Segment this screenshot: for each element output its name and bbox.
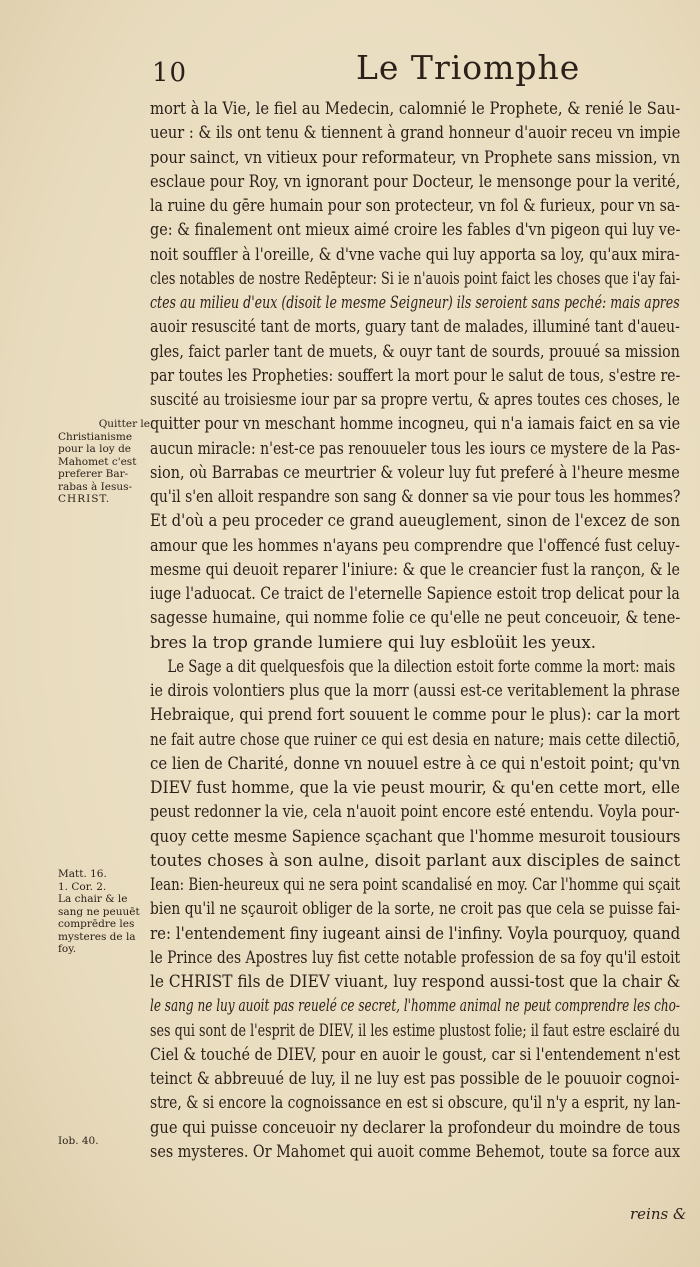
margin-note-christianisme: [58, 418, 150, 506]
margin-note-line: mysteres de la: [58, 930, 136, 943]
text-line: gue qui puisse conceuoir ny declarer la profondeur du moindre de tous: [150, 1117, 681, 1137]
text-line: ses mysteres. Or Mahomet qui auoit comme Behemot, toute sa force aux: [150, 1141, 681, 1161]
text-line: toutes choses à son aulne, disoit parlant aux disciples de sainct: [150, 850, 681, 870]
text-line: suscité au troisiesme iour par sa propre vertu, & apres toutes ces choses, le: [150, 390, 680, 409]
text-line: Iean: Bien-heureux qui ne sera point scandalisé en moy. Car l'homme qui sçait: [150, 875, 681, 894]
margin-note-line: sang ne peuuēt: [58, 905, 140, 918]
margin-note-line: preferer Bar-: [58, 468, 129, 480]
text-line: iuge l'aduocat. Ce traict de l'eternelle Sapience estoit trop delicat pour la: [150, 584, 680, 603]
margin-note-matthew: [58, 868, 150, 956]
text-line: peust redonner la vie, cela n'auoit point encore esté entendu. Voyla pour-: [150, 802, 680, 822]
text-line: ne fait autre chose que ruiner ce qui est desia en nature; mais cette dilectiō,: [150, 729, 681, 749]
text-line: amour que les hommes n'ayans peu comprendre que l'offencé fust celuy-: [150, 535, 680, 555]
margin-note-job: [58, 1135, 150, 1148]
text-line: qu'il s'en alloit respandre son sang & donner sa vie pour tous les hommes?: [150, 487, 681, 506]
text-line: stre, & si encore la cognoissance en est si obscure, qu'il n'y a esprit, ny lan-: [150, 1093, 681, 1113]
text-line: auoir resuscité tant de morts, guary tant de malades, illuminé tant d'aueu-: [150, 317, 680, 337]
text-line: le Prince des Apostres luy fist cette notable profession de sa foy qu'il estoit: [150, 947, 681, 967]
text-line: bien qu'il ne sçauroit obliger de la sorte, ne croit pas que cela se puisse fai-: [150, 899, 681, 919]
running-head: Le Triomphe: [356, 48, 581, 87]
main-text-block: [150, 97, 680, 1164]
text-line: mort à la Vie, le fiel au Medecin, calomnié le Prophete, & renié le Sau-: [150, 99, 681, 118]
text-line: teinct & abbreuué de luy, il ne luy est pas possible de le pouuoir cognoi-: [150, 1069, 680, 1088]
text-line: quoy cette mesme Sapience sçachant que l'homme mesuroit tousiours: [150, 826, 681, 846]
margin-note-line: 1. Cor. 2.: [58, 880, 107, 893]
text-line: ce lien de Charité, donne vn nouuel estre à ce qui n'estoit point; qu'vn: [150, 753, 680, 773]
text-line: ge: & finalement ont mieux aimé croire les fables d'vn pigeon qui luy ve-: [150, 220, 681, 240]
text-line: Ciel & touché de DIEV, pour en auoir le goust, car si l'entendement n'est: [150, 1044, 680, 1064]
margin-note-line: rabas à Iesus-: [58, 480, 133, 493]
text-line: par toutes les Propheties: souffert la mort pour le salut de tous, s'estre re-: [150, 365, 681, 385]
text-line: ses qui sont de l'esprit de DIEV, il les estime plustost folie; il faut estre esclairé du: [150, 1020, 680, 1040]
margin-note-line: Iob. 40.: [58, 1135, 99, 1147]
text-line: esclaue pour Roy, vn ignorant pour Docteur, le mensonge pour la verité,: [150, 171, 681, 191]
text-line: le sang ne luy auoit pas reuelé ce secret, l'homme animal ne peut comprendre les cho-: [150, 996, 680, 1016]
text-line: le CHRIST fils de DIEV viuant, luy respond aussi-tost que la chair &: [150, 972, 681, 991]
text-line: Et d'où a peu proceder ce grand aueuglement, sinon de l'excez de son: [150, 511, 681, 531]
text-line: DIEV fust homme, que la vie peust mourir, & qu'en cette mort, elle: [150, 778, 680, 797]
text-line: re: l'entendement finy iugeant ainsi de l'infiny. Voyla pourquoy, quand: [150, 923, 681, 943]
margin-note-line: Quitter le: [98, 418, 150, 430]
text-line: gles, faict parler tant de muets, & ouyr tant de sourds, prouué sa mission: [150, 341, 680, 361]
text-line: bres la trop grande lumiere qui luy esbloüit les yeux.: [150, 632, 597, 652]
margin-note-line: pour la loy de: [58, 443, 132, 455]
text-line: noit souffler à l'oreille, & d'vne vache qui luy apporta sa loy, qu'aux mira-: [150, 244, 680, 264]
text-line: cles notables de nostre Redēpteur: Si ie n'auois point faict les choses que i'ay fai-: [150, 268, 681, 288]
margin-note-line: Mahomet c'est: [58, 455, 137, 468]
margin-note-line: Christianisme: [58, 430, 133, 443]
catchword: reins &: [630, 1205, 687, 1223]
text-line: sagesse humaine, qui nomme folie ce qu'elle ne peut conceuoir, & tene-: [150, 608, 681, 628]
text-line: la ruine du gēre humain pour son protecteur, vn fol & furieux, pour vn sa-: [150, 196, 681, 215]
text-line: mesme qui deuoit reparer l'iniure: & que le creancier fust la rançon, & le: [150, 559, 680, 579]
page-number: 10: [152, 58, 188, 88]
margin-note-line: Matt. 16.: [58, 868, 107, 880]
text-line: aucun miracle: n'est-ce pas renouueler tous les iours ce mystere de la Pas-: [150, 438, 681, 458]
text-line: ie dirois volontiers plus que la morr (aussi est-ce veritablement la phrase: [150, 681, 680, 700]
margin-note-line: comprēdre les: [58, 918, 135, 930]
text-line: ctes au milieu d'eux (disoit le mesme Seigneur) ils seroient sans peché: mais apres: [150, 293, 680, 312]
text-line: pour sainct, vn vitieux pour reformateur, vn Prophete sans mission, vn: [150, 147, 681, 167]
text-line: Hebraique, qui prend fort souuent le comme pour le plus): car la mort: [150, 705, 680, 725]
margin-note-line: foy.: [58, 943, 77, 955]
text-line: Le Sage a dit quelquesfois que la dilection estoit forte comme la mort: mais: [167, 656, 676, 676]
margin-note-line: La chair & le: [58, 893, 128, 905]
text-line: ueur : & ils ont tenu & tiennent à grand honneur d'auoir receu vn impie: [150, 123, 681, 143]
text-line: quitter pour vn meschant homme incogneu, qui n'a iamais faict en sa vie: [150, 414, 681, 434]
margin-note-line: CHRIST.: [58, 493, 111, 505]
text-line: sion, où Barrabas ce meurtrier & voleur luy fut preferé à l'heure mesme: [150, 462, 680, 482]
